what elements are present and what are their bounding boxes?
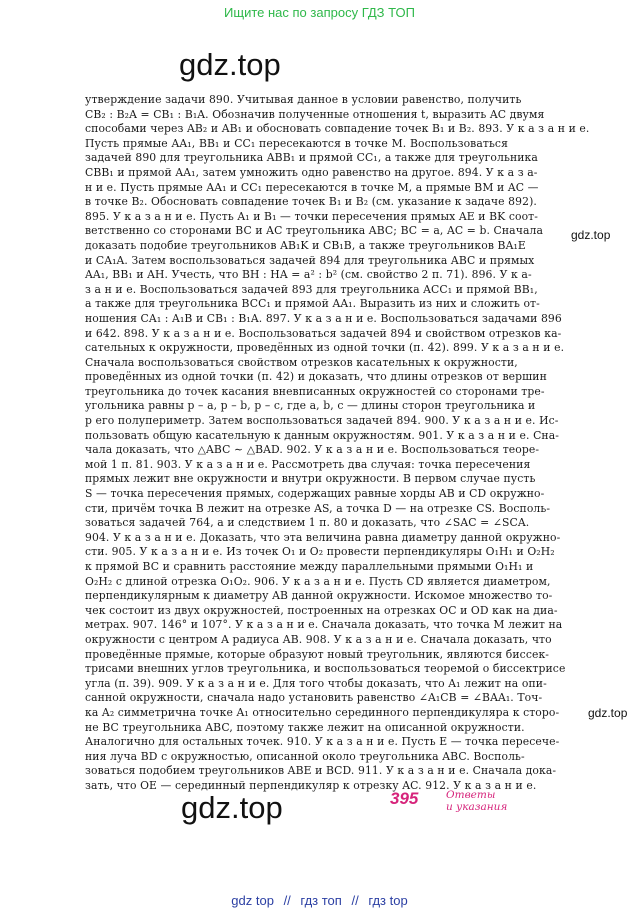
text-line: AA₁, BB₁ и AH. Учесть, что BH : HA = a² : b² (см. свойство 2 п. 71). 896. У к а-	[85, 268, 532, 282]
text-line: трисами внешних углов треугольника, и воспользоваться теоремой о биссектрисе	[85, 662, 566, 676]
text-line: 904. У к а з а н и е. Доказать, что эта величина равна диаметру данной окружно-	[85, 530, 561, 544]
text-line: p его полупериметр. Затем воспользоваться задачей 894. 900. У к а з а н и е. Ис-	[85, 414, 559, 428]
page-number: 395	[390, 789, 419, 808]
text-line: сти, причём точка B лежит на отрезке AS, а точка D — на отрезке CS. Восполь-	[85, 501, 551, 515]
section-title-line-2: и указания	[446, 801, 508, 813]
footer-links	[0, 893, 639, 908]
text-line: Пусть прямые AA₁, BB₁ и CC₁ пересекаются в точке M. Воспользоваться	[85, 136, 508, 150]
text-line: задачей 890 для треугольника ABB₁ и прямой CC₁, а также для треугольника	[85, 151, 538, 165]
text-line: Сначала воспользоваться свойством отрезков касательных к окружности,	[85, 355, 518, 369]
text-line: санной окружности, сначала надо установить равенство ∠A₁CB = ∠BAA₁. Точ-	[85, 691, 543, 705]
text-line: ка A₂ симметрична точке A₁ относительно серединного перпендикуляра к сторо-	[85, 705, 560, 719]
text-line: мой 1 п. 81. 903. У к а з а н и е. Рассмотреть два случая: точка пересечения	[85, 457, 531, 471]
footer-separator: //	[351, 893, 359, 908]
text-line: зоваться задачей 764, а и следствием 1 п. 80 и доказать, что ∠SAC = ∠SCA.	[85, 516, 530, 530]
text-line: а также для треугольника BCC₁ и прямой AA₁. Выразить из них и сложить от-	[85, 297, 540, 311]
text-line: проведённые прямые, которые образуют новый треугольник, являются биссек-	[85, 647, 550, 661]
text-line: угольника равны p – a, p – b, p – c, где a, b, c — длины сторон треугольника и	[85, 399, 536, 413]
text-line: угла (п. 39). 909. У к а з а н и е. Для того чтобы доказать, что A₁ лежит на опи-	[85, 676, 547, 690]
text-line: н и е. Пусть прямые AA₁ и CC₁ пересекаются в точке M, а прямые BM и AC —	[85, 180, 539, 194]
text-line: проведённых из одной точки (п. 42) и доказать, что длины отрезков от вершин	[85, 370, 547, 384]
watermark-bottom: gdz.top	[181, 790, 283, 825]
text-line: S — точка пересечения прямых, содержащих равные хорды AB и CD окружно-	[85, 487, 545, 501]
text-line: не BC треугольника ABC, поэтому также лежит на описанной окружности.	[85, 720, 525, 734]
watermark-right-1: gdz.top	[571, 228, 611, 242]
top-banner-link[interactable]: Ищите нас по запросу ГДЗ ТОП	[224, 5, 415, 20]
section-title	[446, 789, 507, 813]
text-line: ния луча BD с окружностью, описанной около треугольника ABC. Восполь-	[85, 749, 525, 763]
text-line: способами через AB₂ и AB₁ и обосновать совпадение точек B₁ и B₂. 893. У к а з а н и е.	[85, 122, 590, 136]
text-line: з а н и е. Воспользоваться задачей 893 для треугольника ACC₁ и прямой BB₁,	[85, 282, 538, 296]
text-line: окружности с центром A радиуса AB. 908. У к а з а н и е. Сначала доказать, что	[85, 632, 552, 646]
text-line: прямых лежит вне окружности и внутри окружности. В первом случае пусть	[85, 472, 536, 486]
text-line: сательных к окружности, проведённых из одной точки (п. 42). 899. У к а з а н и е.	[85, 341, 565, 355]
watermark-right-2: gdz.top	[588, 706, 628, 720]
text-line: утверждение задачи 890. Учитывая данное в условии равенство, получить	[85, 93, 522, 106]
text-line: чала доказать, что △ABC ∼ △BAD. 902. У к а з а н и е. Воспользоваться теоре-	[85, 443, 540, 457]
answers-text-block	[85, 93, 590, 794]
footer-separator: //	[283, 893, 291, 908]
text-line: треугольника до точек касания вневписанных окружностей со сторонами тре-	[85, 384, 545, 398]
text-line: в точке B₂. Обосновать совпадение точек B₁ и B₂ (см. указание к задаче 892).	[85, 195, 537, 209]
text-line: зоваться подобием треугольников ABE и BCD. 911. У к а з а н и е. Сначала дока-	[85, 764, 557, 778]
text-line: Аналогично для остальных точек. 910. У к а з а н и е. Пусть E — точка пересече-	[85, 735, 560, 749]
text-line: чек состоит из двух окружностей, построенных на отрезках OC и OD как на диа-	[85, 603, 558, 617]
footer-link-gdz-top-mixed[interactable]: гдз top	[368, 893, 408, 908]
text-line: пользовать общую касательную к данным окружностям. 901. У к а з а н и е. Сна-	[85, 428, 560, 442]
text-line: метрах. 907. 146° и 107°. У к а з а н и е. Сначала доказать, что точка M лежит на	[85, 618, 563, 632]
text-line: ношения CA₁ : A₁B и CB₁ : B₁A. 897. У к а з а н и е. Воспользоваться задачами 896	[85, 311, 562, 325]
text-line: O₂H₂ с длиной отрезка O₁O₂. 906. У к а з а н и е. Пусть CD является диаметром,	[85, 574, 551, 588]
text-line: ветственно со сторонами BC и AC треугольника ABC; BC = a, AC = b. Сначала	[85, 224, 543, 238]
text-line: сти. 905. У к а з а н и е. Из точек O₁ и O₂ провести перпендикуляры O₁H₁ и O₂H₂	[85, 545, 555, 559]
text-line: CBB₁ и прямой AA₁, затем умножить одно равенство на другое. 894. У к а з а-	[85, 165, 538, 179]
text-line: CB₂ : B₂A = CB₁ : B₁A. Обозначив полученные отношения t, выразить AC двумя	[85, 107, 545, 121]
text-line: перпендикулярным к диаметру AB данной окружности. Искомое множество то-	[85, 589, 553, 603]
section-title-line-1: Ответы	[446, 789, 496, 801]
footer-link-gdz-top[interactable]: gdz top	[231, 893, 274, 908]
text-line: к прямой BC и сравнить расстояние между параллельными прямыми O₁H₁ и	[85, 560, 534, 573]
text-line: доказать подобие треугольников AB₁K и CB₁B, а также треугольников BA₁E	[85, 238, 526, 252]
text-line: 895. У к а з а н и е. Пусть A₁ и B₁ — точки пересечения прямых AE и BK соот-	[85, 209, 539, 223]
text-line: зать, что OE — серединный перпендикуляр к отрезку AC. 912. У к а з а н и е.	[85, 778, 537, 792]
footer-link-gdz-top-ru[interactable]: гдз топ	[300, 893, 342, 908]
text-line: и CA₁A. Затем воспользоваться задачей 894 для треугольника ABC и прямых	[85, 253, 535, 267]
text-line: и 642. 898. У к а з а н и е. Воспользоваться задачей 894 и свойством отрезков ка-	[85, 326, 562, 340]
watermark-header: gdz.top	[179, 47, 281, 82]
